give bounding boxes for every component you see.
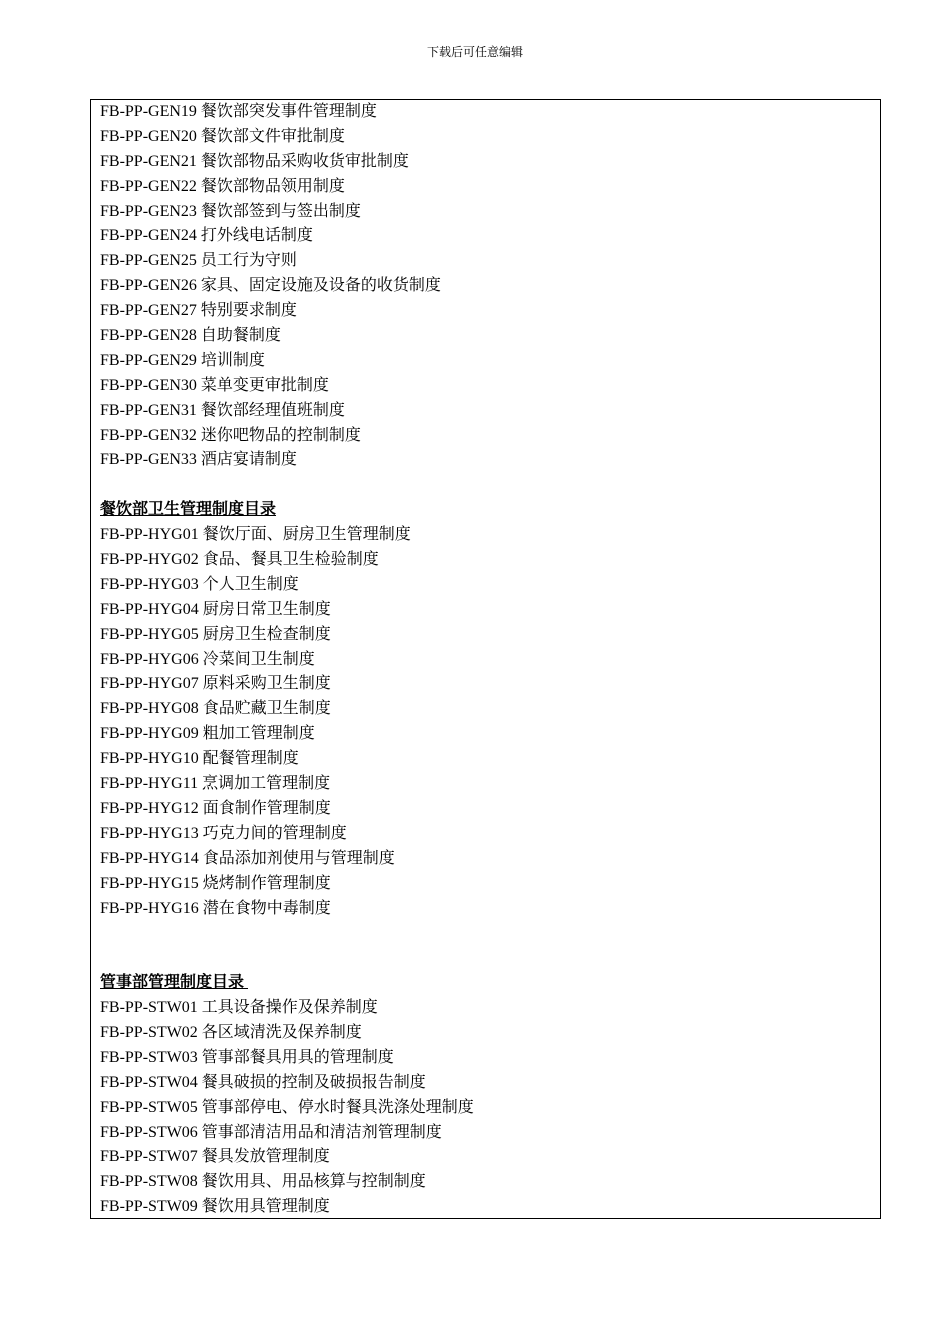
list-item: FB-PP-HYG09 粗加工管理制度 — [100, 725, 315, 743]
list-item: FB-PP-HYG05 厨房卫生检查制度 — [100, 625, 331, 643]
list-item: FB-PP-STW01 工具设备操作及保养制度 — [100, 999, 378, 1017]
hygiene-section — [100, 498, 880, 921]
list-item: FB-PP-HYG02 食品、餐具卫生检验制度 — [100, 551, 379, 569]
section-heading-hygiene: 餐饮部卫生管理制度目录 — [100, 501, 277, 519]
list-item: FB-PP-HYG10 配餐管理制度 — [100, 750, 299, 768]
list-item: FB-PP-HYG03 个人卫生制度 — [100, 575, 299, 593]
list-item: FB-PP-HYG08 食品贮藏卫生制度 — [100, 700, 331, 718]
list-item: FB-PP-HYG01 餐饮厅面、厨房卫生管理制度 — [100, 526, 411, 544]
list-item: FB-PP-GEN32 迷你吧物品的控制制度 — [100, 426, 361, 444]
list-item: FB-PP-HYG13 巧克力间的管理制度 — [100, 824, 347, 842]
list-item: FB-PP-GEN31 餐饮部经理值班制度 — [100, 401, 345, 419]
list-item: FB-PP-GEN22 餐饮部物品领用制度 — [100, 177, 345, 195]
stewarding-section — [100, 971, 880, 1220]
list-item: FB-PP-GEN23 餐饮部签到与签出制度 — [100, 202, 361, 220]
list-item: FB-PP-STW06 管事部清洁用品和清洁剂管理制度 — [100, 1123, 442, 1141]
list-item: FB-PP-HYG12 面食制作管理制度 — [100, 799, 331, 817]
list-item: FB-PP-GEN24 打外线电话制度 — [100, 227, 313, 245]
list-item: FB-PP-GEN28 自助餐制度 — [100, 327, 281, 345]
list-item: FB-PP-GEN25 员工行为守则 — [100, 252, 297, 270]
list-item: FB-PP-STW09 餐饮用具管理制度 — [100, 1198, 330, 1216]
general-list — [100, 100, 880, 473]
list-item: FB-PP-STW03 管事部餐具用具的管理制度 — [100, 1048, 394, 1066]
blank-line — [100, 946, 880, 971]
list-item: FB-PP-GEN21 餐饮部物品采购收货审批制度 — [100, 152, 409, 170]
list-item: FB-PP-HYG06 冷菜间卫生制度 — [100, 650, 315, 668]
list-item: FB-PP-GEN29 培训制度 — [100, 351, 265, 369]
list-item: FB-PP-GEN33 酒店宴请制度 — [100, 451, 297, 469]
list-item: FB-PP-HYG11 烹调加工管理制度 — [100, 775, 331, 793]
list-item: FB-PP-HYG04 厨房日常卫生制度 — [100, 600, 331, 618]
list-item: FB-PP-STW05 管事部停电、停水时餐具洗涤处理制度 — [100, 1098, 474, 1116]
list-item: FB-PP-HYG16 潜在食物中毒制度 — [100, 899, 331, 917]
list-item: FB-PP-STW08 餐饮用具、用品核算与控制制度 — [100, 1173, 426, 1191]
page-header: 下载后可任意编辑 — [426, 45, 523, 59]
list-item: FB-PP-GEN19 餐饮部突发事件管理制度 — [100, 103, 377, 120]
list-item: FB-PP-HYG07 原料采购卫生制度 — [100, 675, 331, 693]
list-item: FB-PP-STW07 餐具发放管理制度 — [100, 1148, 330, 1166]
document-body — [90, 99, 881, 1219]
list-item: FB-PP-GEN20 餐饮部文件审批制度 — [100, 127, 345, 145]
list-item: FB-PP-HYG14 食品添加剂使用与管理制度 — [100, 849, 395, 867]
list-item: FB-PP-GEN26 家具、固定设施及设备的收货制度 — [100, 277, 441, 295]
section-heading-stewarding: 管事部管理制度目录 — [100, 974, 249, 992]
list-item: FB-PP-GEN30 菜单变更审批制度 — [100, 376, 329, 394]
list-item: FB-PP-STW04 餐具破损的控制及破损报告制度 — [100, 1073, 426, 1091]
list-item: FB-PP-GEN27 特别要求制度 — [100, 302, 297, 320]
list-item: FB-PP-STW02 各区域清洗及保养制度 — [100, 1023, 362, 1041]
blank-line — [100, 473, 880, 498]
list-item: FB-PP-HYG15 烧烤制作管理制度 — [100, 874, 331, 892]
blank-line — [100, 921, 880, 946]
